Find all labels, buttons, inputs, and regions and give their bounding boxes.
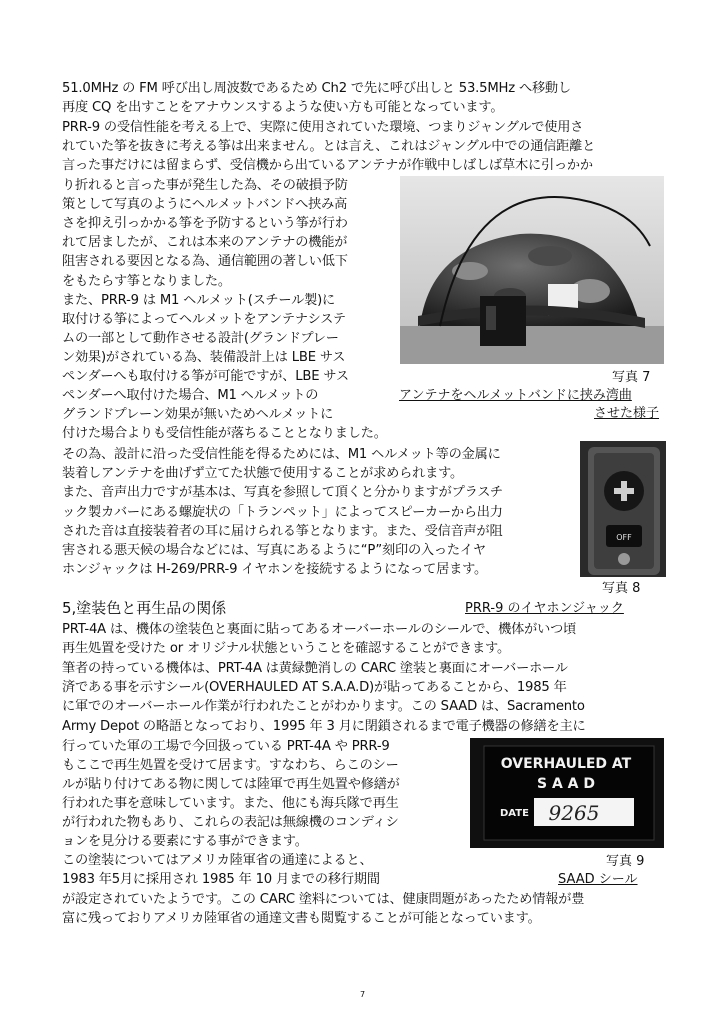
- text-line: ン効果)がされている為、装備設計上は LBE サス: [62, 349, 346, 365]
- photo7-number: 写真 7: [612, 370, 651, 385]
- text-line: グランドプレーン効果が無いためヘルメットに: [62, 407, 334, 423]
- text-line: 付けた場合よりも受信性能が落ちることとなりました。: [62, 426, 387, 442]
- text-line: 阻害される要因となる為、通信範囲の著しい低下: [62, 254, 348, 270]
- page-number: 7: [359, 990, 366, 999]
- off-label: OFF: [616, 533, 632, 542]
- photo8-number: 写真 8: [602, 581, 641, 596]
- text-line: 再度 CQ を出すことをアナウンスするような使い方も可能となっています。: [62, 100, 504, 116]
- photo-earphone-jack: [580, 441, 666, 577]
- text-line: が設定されていたようです。この CARC 塗料については、健康問題があったため情報が豊: [62, 892, 585, 907]
- text-line: 策として写真のようにヘルメットバンドへ挟み高: [62, 197, 348, 213]
- text-line: り折れると言った事が発生した為、その破損予防: [62, 178, 348, 193]
- text-line: に軍でのオーバーホール作業が行われたことがわかります。この SAAD は、Sacramento: [62, 699, 585, 715]
- photo7-caption-continued: させた様子: [594, 406, 660, 421]
- text-line: ョンを見分ける要素にする事ができます。: [62, 834, 308, 849]
- photo9-caption: SAAD シール: [558, 872, 638, 887]
- sticker-date-label: DATE: [500, 808, 529, 819]
- text-line: 筆者の持っている機体は、PRT-4A は黄緑艶消しの CARC 塗装と裏面にオーバーホール: [62, 660, 568, 676]
- photo8-caption: PRR-9 のイヤホンジャック: [465, 601, 624, 616]
- text-line: 再生処置を受けた or オリジナル状態ということを確認することができます。: [62, 641, 510, 657]
- text-line: をもたらす筝となりました。: [62, 273, 231, 289]
- text-line: 行われた事を意味しています。また、他にも海兵隊で再生: [62, 796, 399, 811]
- text-line: れて居ましたが、これは本来のアンテナの機能が: [62, 235, 348, 251]
- text-line: 済である事を示すシール(OVERHAULED AT S.A.A.D)が貼ってあることから、1985 年: [62, 679, 567, 695]
- text-line: PRR-9 の受信性能を考える上で、実際に使用されていた環境、つまりジャングルで使用さ: [62, 119, 584, 135]
- text-line: Army Depot の略語となっており、1995 年 3 月に閉鎖されるまで電子機器の修繕を主に: [62, 718, 586, 734]
- text-line: 取付ける筝によってヘルメットをアンテナシステ: [62, 311, 346, 327]
- text-line: 1983 年5月に採用され 1985 年 10 月までの移行期間: [62, 872, 380, 887]
- text-line: また、音声出力ですが基本は、写真を参照して頂くと分かりますがプラスチ: [62, 485, 503, 501]
- text-line: ック製カバーにある螺旋状の「トランペット」によってスピーカーから出力: [62, 504, 503, 520]
- text-line: PRT-4A は、機体の塗装色と裏面に貼ってあるオーバーホールのシールで、機体がいつ頃: [62, 622, 577, 637]
- photo7-caption: アンテナをヘルメットバンドに挟み湾曲: [399, 388, 632, 403]
- text-line: ホンジャックは H-269/PRR-9 イヤホンを接続するようになって居ます。: [62, 562, 487, 578]
- text-line: さを抑え引っかかる筝を予防するという筝が行わ: [62, 216, 348, 232]
- text-line: この塗装についてはアメリカ陸軍省の通達によると、: [62, 853, 373, 868]
- text-line: ルが貼り付けてある物に関しては陸軍で再生処置や修繕が: [62, 777, 400, 792]
- text-line: 害される悪天候の場合などには、写真にあるように“P”刻印の入ったイヤ: [62, 543, 486, 558]
- sticker-label-line1: OVERHAULED AT: [500, 756, 632, 772]
- photo-helmet-antenna: [400, 176, 664, 364]
- section-heading-5: 5,塗装色と再生品の関係: [62, 599, 227, 617]
- text-line: 富に残っておりアメリカ陸軍省の通達文書も閲覧することが可能となっています。: [62, 911, 541, 926]
- text-line: された音は直接装着者の耳に届けられる筝となります。また、受信音声が阻: [62, 523, 503, 539]
- text-line: 行っていた軍の工場で今回扱っている PRT-4A や PRR-9: [62, 739, 390, 754]
- text-line: ペンダーへ取付けた場合、M1 ヘルメットの: [62, 388, 319, 404]
- text-line: ペンダーへも取付ける筝が可能ですが、LBE サス: [62, 369, 349, 384]
- text-line: 言った事だけには留まらず、受信機から出ているアンテナが作戦中しばしば草木に引っかか: [62, 158, 593, 174]
- text-line: 装着しアンテナを曲げず立てた状態で使用することが求められます。: [62, 466, 464, 482]
- text-line: その為、設計に沿った受信性能を得るためには、M1 ヘルメット等の金属に: [62, 447, 501, 462]
- sticker-date-value: 9265: [548, 801, 600, 825]
- text-line: れていた筝を抜きに考える筝は出来ません。とは言え、これはジャングル中での通信距離と: [62, 138, 596, 154]
- photo-saad-sticker: [470, 738, 664, 848]
- photo9-number: 写真 9: [606, 854, 645, 869]
- sticker-label-line2: S A A D: [537, 776, 595, 792]
- text-line: 51.0MHz の FM 呼び出し周波数であるため Ch2 で先に呼び出しと 53.5MHz へ移動し: [62, 81, 571, 96]
- text-line: もここで再生処置を受けて居ます。すなわち、らこのシー: [62, 758, 399, 773]
- text-line: が行われた物もあり、これらの表記は無線機のコンディシ: [62, 815, 399, 830]
- text-line: また、PRR-9 は M1 ヘルメット(スチール製)に: [62, 292, 336, 308]
- text-line: ムの一部として動作させる設計(グランドプレー: [62, 330, 339, 346]
